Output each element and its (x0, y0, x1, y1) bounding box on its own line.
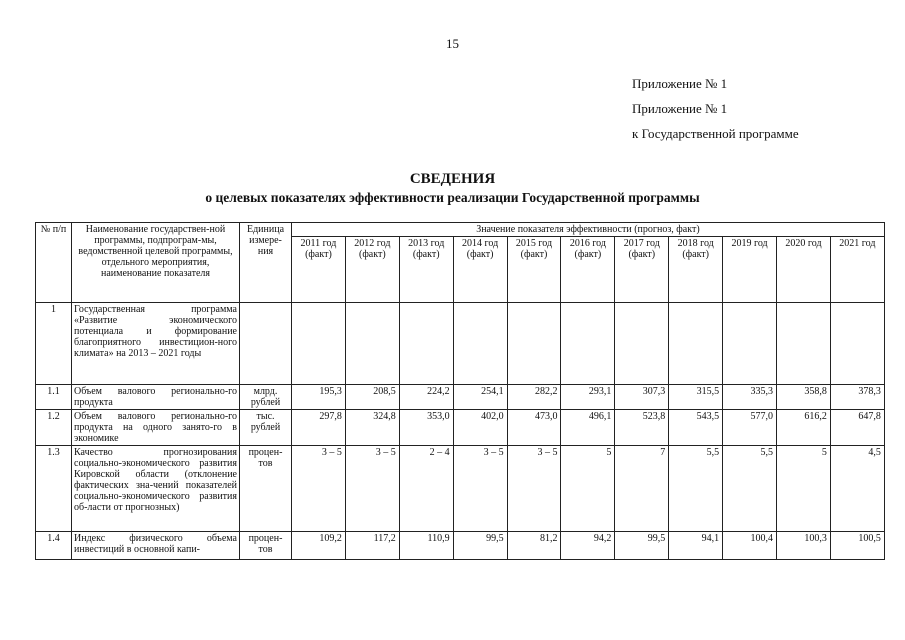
row-number: 1 (36, 303, 72, 385)
header-year: 2015 год (факт) (507, 237, 561, 303)
value-cell: 496,1 (561, 410, 615, 446)
appendix-line-3: к Государственной программе (632, 126, 799, 141)
table-row (36, 446, 885, 532)
value-cell (615, 303, 669, 385)
header-year: 2012 год (факт) (345, 237, 399, 303)
unit-cell: процен-тов (240, 446, 292, 532)
header-year: 2011 год (факт) (292, 237, 346, 303)
value-cell: 4,5 (830, 446, 884, 532)
value-cell (345, 303, 399, 385)
value-cell: 195,3 (292, 385, 346, 410)
value-cell: 647,8 (830, 410, 884, 446)
value-cell: 616,2 (777, 410, 831, 446)
value-cell: 94,1 (669, 532, 723, 560)
value-cell: 2 – 4 (399, 446, 453, 532)
value-cell: 5,5 (669, 446, 723, 532)
indicator-name: Качество прогнозирования социально-экономического развития Кировской области (отклонение фактических зна-чений показателей социально-экономического развития об-ласти от прогнозных) (72, 446, 240, 532)
indicator-name: Государственная программа «Развитие экономического потенциала и формирование благоприятного инвестицион-ного климата» на 2013 – 2021 годы (72, 303, 240, 385)
row-number: 1.3 (36, 446, 72, 532)
value-cell: 99,5 (453, 532, 507, 560)
header-year: 2014 год (факт) (453, 237, 507, 303)
table-row (36, 532, 885, 560)
value-cell: 5 (777, 446, 831, 532)
value-cell: 324,8 (345, 410, 399, 446)
value-cell: 3 – 5 (345, 446, 399, 532)
value-cell: 577,0 (723, 410, 777, 446)
unit-cell: процен-тов (240, 532, 292, 560)
header-num: № п/п (36, 223, 72, 303)
value-cell (669, 303, 723, 385)
value-cell: 378,3 (830, 385, 884, 410)
value-cell: 109,2 (292, 532, 346, 560)
unit-cell: млрд. рублей (240, 385, 292, 410)
value-cell: 100,4 (723, 532, 777, 560)
table-row (36, 303, 885, 385)
value-cell (399, 303, 453, 385)
value-cell: 353,0 (399, 410, 453, 446)
header-year: 2018 год (факт) (669, 237, 723, 303)
value-cell (507, 303, 561, 385)
document-title: СВЕДЕНИЯ (409, 171, 496, 187)
header-year: 2013 год (факт) (399, 237, 453, 303)
header-name: Наименование государствен-ной программы, подпрограм-мы, ведомственной целевой программы, отдельного мероприятия, наименование показателя (72, 223, 240, 303)
value-cell: 402,0 (453, 410, 507, 446)
value-cell: 100,3 (777, 532, 831, 560)
value-cell (777, 303, 831, 385)
value-cell (723, 303, 777, 385)
document-subtitle: о целевых показателях эффективности реализации Государственной программы (205, 190, 700, 205)
value-cell: 473,0 (507, 410, 561, 446)
value-cell (830, 303, 884, 385)
value-cell: 307,3 (615, 385, 669, 410)
value-cell: 100,5 (830, 532, 884, 560)
value-cell: 293,1 (561, 385, 615, 410)
unit-cell (240, 303, 292, 385)
value-cell (453, 303, 507, 385)
value-cell: 224,2 (399, 385, 453, 410)
indicator-name: Индекс физического объема инвестиций в основной капи- (72, 532, 240, 560)
value-cell: 315,5 (669, 385, 723, 410)
indicators-table (35, 222, 885, 560)
value-cell: 110,9 (399, 532, 453, 560)
row-number: 1.4 (36, 532, 72, 560)
table-row (36, 385, 885, 410)
table-row (36, 410, 885, 446)
header-values: Значение показателя эффективности (прогноз, факт) (292, 223, 885, 237)
value-cell: 208,5 (345, 385, 399, 410)
value-cell: 335,3 (723, 385, 777, 410)
value-cell: 7 (615, 446, 669, 532)
value-cell: 81,2 (507, 532, 561, 560)
value-cell: 3 – 5 (453, 446, 507, 532)
value-cell: 117,2 (345, 532, 399, 560)
value-cell: 3 – 5 (507, 446, 561, 532)
value-cell (561, 303, 615, 385)
value-cell: 94,2 (561, 532, 615, 560)
value-cell: 543,5 (669, 410, 723, 446)
appendix-line-2: Приложение № 1 (632, 101, 728, 116)
header-year: 2021 год (830, 237, 884, 303)
value-cell: 297,8 (292, 410, 346, 446)
value-cell: 254,1 (453, 385, 507, 410)
header-year: 2020 год (777, 237, 831, 303)
value-cell: 5 (561, 446, 615, 532)
unit-cell: тыс. рублей (240, 410, 292, 446)
value-cell (292, 303, 346, 385)
header-unit: Единица измере-ния (240, 223, 292, 303)
appendix-line-1: Приложение № 1 (632, 76, 728, 91)
value-cell: 99,5 (615, 532, 669, 560)
indicator-name: Объем валового регионально-го продукта (72, 385, 240, 410)
value-cell: 5,5 (723, 446, 777, 532)
value-cell: 282,2 (507, 385, 561, 410)
page-number: 15 (446, 36, 459, 51)
value-cell: 358,8 (777, 385, 831, 410)
header-year: 2017 год (факт) (615, 237, 669, 303)
header-year: 2016 год (факт) (561, 237, 615, 303)
value-cell: 3 – 5 (292, 446, 346, 532)
value-cell: 523,8 (615, 410, 669, 446)
row-number: 1.2 (36, 410, 72, 446)
header-year: 2019 год (723, 237, 777, 303)
indicator-name: Объем валового регионально-го продукта на одного занято-го в экономике (72, 410, 240, 446)
row-number: 1.1 (36, 385, 72, 410)
